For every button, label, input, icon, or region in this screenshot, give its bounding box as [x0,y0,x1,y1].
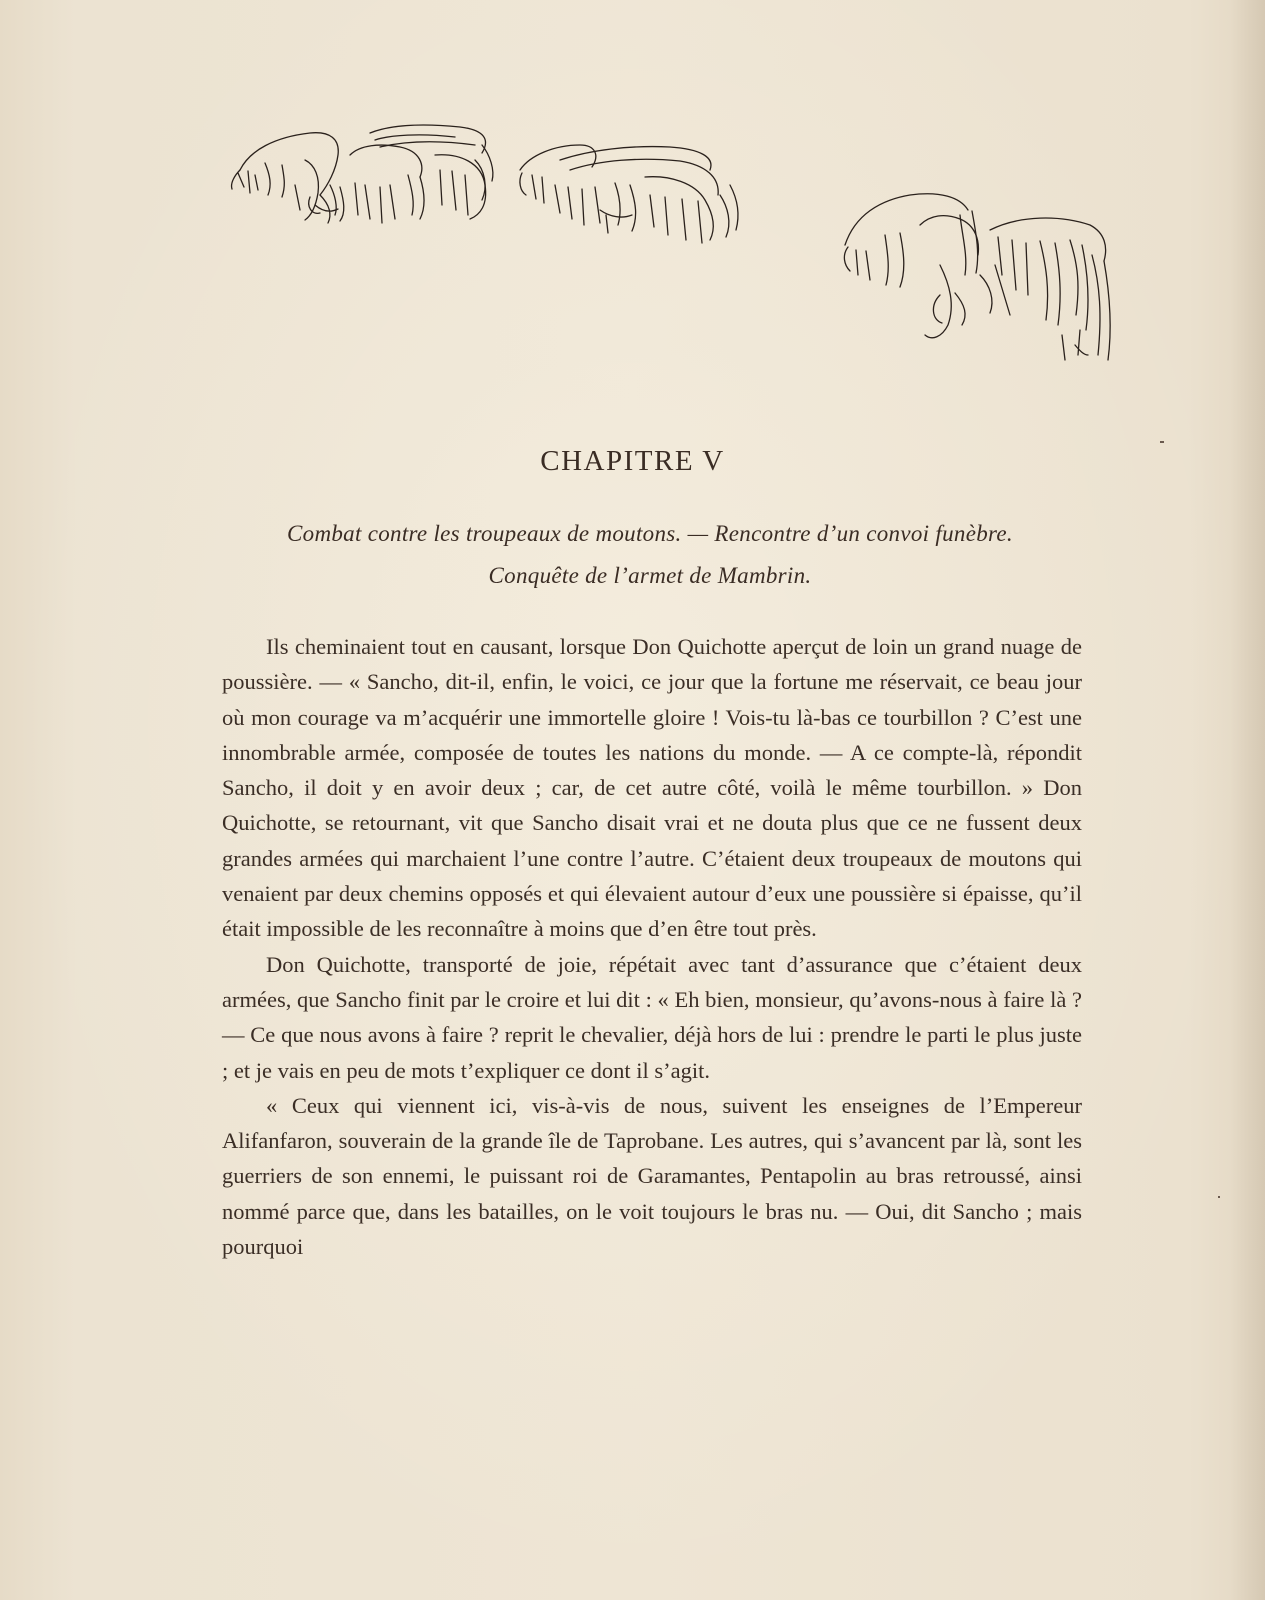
paragraph: Ils cheminaient tout en causant, lorsque Don Quichotte aperçut de loin un grand nuage de poussière. — « Sancho, dit-il, enfin, le voici, ce jour que la fortune me réservait, ce beau jour où mon courage va m’acquérir une immortelle gloire ! Vois-tu là-bas ce tourbillon ? C’est une innombrable armée, composée de toutes les nations du monde. — A ce compte-là, répondit Sancho, il doit y en avoir deux ; car, de cet autre côté, voilà le même tourbillon. » Don Quichotte, se retournant, vit que Sancho disait vrai et ne douta plus que ce ne fussent deux grandes armées qui marchaient l’une contre l’autre. C’étaient deux troupeaux de moutons qui venaient par deux chemins opposés et qui élevaient autour d’eux une poussière si épaisse, qu’il était impossible de les reconnaître à moins que d’en être tout près. [222,634,1082,942]
paper-speck [1218,1196,1220,1198]
sheep-group-right [844,194,1110,360]
chapter-subtitle-line2: Conquête de l’armet de Mambrin. [488,563,812,588]
sheep-group-middle [520,145,738,243]
chapter-title: CHAPITRE V [540,445,725,477]
paragraph: « Ceux qui viennent ici, vis-à-vis de nous, suivent les enseignes de l’Empereur Alifanfaron, souverain de la grande île de Taprobane. Les autres, qui s’avancent par là, sont les guerriers de son ennemi, le puissant roi de Garamantes, Pentapolin au bras retroussé, ainsi nommé parce que, dans les batailles, on le voit toujours le bras nu. — Oui, dit Sancho ; mais pourquoi [222,1092,1082,1260]
paragraph: Don Quichotte, transporté de joie, répétait avec tant d’assurance que c’étaient deux armées, que Sancho finit par le croire et lui dit : « Eh bien, monsieur, qu’avons-nous à faire là ? — Ce que nous avons à faire ? reprit le chevalier, déjà hors de lui : prendre le parti le plus juste ; et je vais en peu de mots t’expliquer ce dont il s’agit. [222,951,1082,1083]
chapter-subtitle-line1: Combat contre les troupeaux de moutons. — Rencontre d’un convoi funèbre. [287,521,1013,546]
chapter-body [222,629,1082,1264]
paper-speck [1160,441,1164,443]
sheep-flock-sketch-icon [220,115,1130,375]
sheep-group-left [232,125,493,223]
page-edge-shadow [1230,0,1265,1600]
